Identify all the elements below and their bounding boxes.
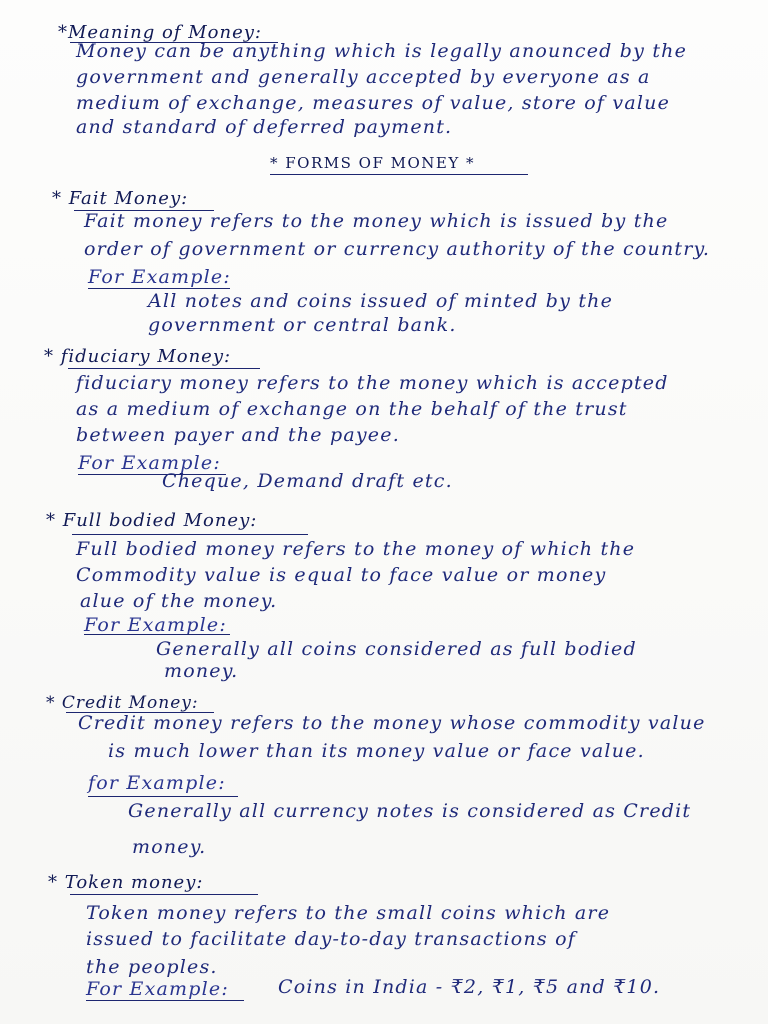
- full-bodied-heading: * Full bodied Money:: [46, 510, 258, 531]
- fiduciary-heading: * fiduciary Money:: [44, 346, 232, 367]
- fait-heading: * Fait Money:: [52, 188, 189, 209]
- forms-heading-underline: [270, 174, 528, 175]
- full-bodied-line-3: alue of the money.: [80, 590, 278, 612]
- token-heading-underline: [70, 894, 258, 895]
- token-example-underline: [86, 1000, 244, 1001]
- token-example-text: Coins in India - ₹2, ₹1, ₹5 and ₹10.: [278, 976, 661, 998]
- fait-example-line-1: All notes and coins issued of minted by the: [148, 290, 614, 312]
- fiduciary-line-1: fiduciary money refers to the money which is accepted: [76, 372, 669, 394]
- token-example-label: For Example:: [86, 978, 229, 1000]
- fiduciary-example-label: For Example:: [78, 452, 221, 474]
- full-bodied-heading-underline: [72, 534, 308, 535]
- token-line-2: issued to facilitate day-to-day transactions of: [86, 928, 576, 950]
- full-bodied-example-underline: [84, 634, 230, 635]
- credit-line-1: Credit money refers to the money whose commodity value: [78, 712, 706, 734]
- token-heading: * Token money:: [48, 872, 204, 893]
- fait-line-2: order of government or currency authority of the country.: [84, 238, 711, 260]
- credit-example-line-1: Generally all currency notes is considered as Credit: [128, 800, 692, 822]
- full-bodied-example-line-2: money.: [164, 660, 239, 682]
- full-bodied-line-1: Full bodied money refers to the money of which the: [76, 538, 636, 560]
- meaning-line-3: medium of exchange, measures of value, store of value: [76, 92, 671, 114]
- token-line-3: the peoples.: [86, 956, 218, 978]
- fait-example-underline: [88, 288, 230, 289]
- fiduciary-line-3: between payer and the payee.: [76, 424, 400, 446]
- credit-heading: * Credit Money:: [46, 693, 199, 713]
- forms-heading: * FORMS OF MONEY *: [270, 154, 476, 172]
- credit-example-label: for Example:: [88, 772, 226, 794]
- fait-example-line-2: government or central bank.: [148, 314, 457, 336]
- meaning-line-1: Money can be anything which is legally anounced by the: [76, 40, 688, 62]
- full-bodied-example-line-1: Generally all coins considered as full bodied: [156, 638, 637, 660]
- token-line-1: Token money refers to the small coins which are: [86, 902, 611, 924]
- credit-example-underline: [88, 796, 238, 797]
- fiduciary-example-line-1: Cheque, Demand draft etc.: [162, 470, 453, 492]
- full-bodied-line-2: Commodity value is equal to face value or money: [76, 564, 607, 586]
- full-bodied-example-label: For Example:: [84, 614, 227, 636]
- meaning-heading: *Meaning of Money:: [58, 22, 262, 43]
- meaning-line-4: and standard of deferred payment.: [76, 116, 453, 138]
- meaning-line-2: government and generally accepted by everyone as a: [76, 66, 651, 88]
- fiduciary-line-2: as a medium of exchange on the behalf of the trust: [76, 398, 628, 420]
- fait-line-1: Fait money refers to the money which is issued by the: [84, 210, 669, 232]
- fiduciary-heading-underline: [68, 368, 260, 369]
- fait-example-label: For Example:: [88, 266, 231, 288]
- credit-example-line-2: money.: [132, 836, 207, 858]
- credit-line-2: is much lower than its money value or face value.: [108, 740, 645, 762]
